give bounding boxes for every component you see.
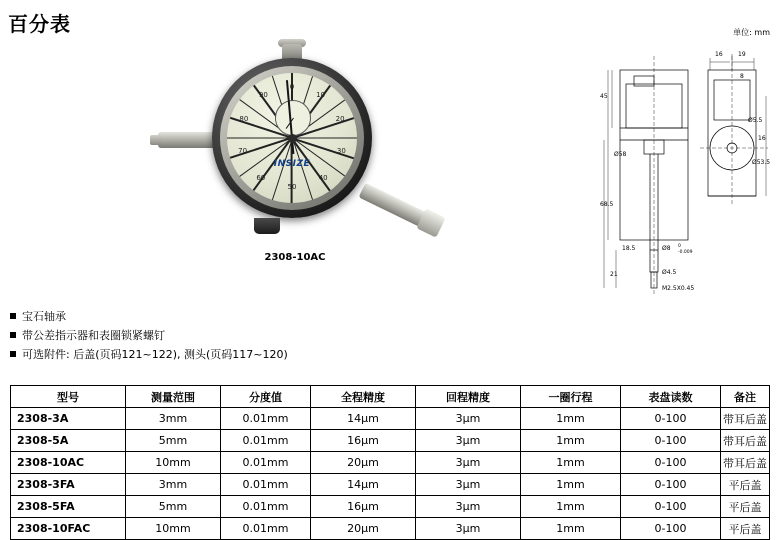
cell-range: 5mm	[126, 496, 221, 518]
cell-graduation: 0.01mm	[221, 518, 311, 540]
bullet-square-icon	[10, 313, 16, 319]
cell-graduation: 0.01mm	[221, 408, 311, 430]
cell-dial-reading: 0-100	[621, 474, 721, 496]
cell-one-rev: 1mm	[521, 496, 621, 518]
cell-remark: 带耳后盖	[721, 452, 770, 474]
col-header-model: 型号	[11, 386, 126, 408]
plunger-tip-left	[150, 135, 162, 145]
table-row	[11, 430, 770, 452]
cell-repeat-accuracy: 3μm	[416, 408, 521, 430]
cell-model: 2308-3FA	[11, 474, 126, 496]
gauge-housing	[212, 58, 372, 218]
table-row	[11, 452, 770, 474]
cell-repeat-accuracy: 3μm	[416, 430, 521, 452]
cell-total-accuracy: 16μm	[311, 430, 416, 452]
table-row	[11, 474, 770, 496]
dial-number: 50	[287, 183, 297, 192]
cell-one-rev: 1mm	[521, 518, 621, 540]
cell-remark: 带耳后盖	[721, 408, 770, 430]
plunger-stem-right	[358, 183, 428, 228]
dial-number: 80	[239, 114, 249, 123]
dial-number: 40	[318, 174, 328, 183]
brand-logo: INSIZE	[273, 158, 311, 169]
unit-note: 单位: mm	[733, 28, 770, 37]
dim-label: -0.009	[678, 250, 693, 255]
cell-total-accuracy: 14μm	[311, 408, 416, 430]
list-item	[10, 345, 288, 364]
feature-text: 可选附件: 后盖(页码121~122), 测头(页码117~120)	[22, 348, 288, 361]
cell-dial-reading: 0-100	[621, 518, 721, 540]
cell-repeat-accuracy: 3μm	[416, 496, 521, 518]
cell-total-accuracy: 14μm	[311, 474, 416, 496]
dim-label: Ø53.5	[752, 159, 771, 166]
revolution-counter-subdial	[275, 100, 311, 136]
dim-label: 0	[678, 244, 681, 249]
dim-label: 16	[758, 135, 766, 142]
dim-label: 21	[610, 271, 618, 278]
cell-one-rev: 1mm	[521, 474, 621, 496]
cell-dial-reading: 0-100	[621, 452, 721, 474]
cell-total-accuracy: 16μm	[311, 496, 416, 518]
cell-remark: 平后盖	[721, 518, 770, 540]
cell-repeat-accuracy: 3μm	[416, 474, 521, 496]
cell-range: 10mm	[126, 518, 221, 540]
plunger-stem-left	[158, 132, 220, 148]
cell-model: 2308-10AC	[11, 452, 126, 474]
dim-label: 68.5	[600, 201, 614, 208]
feature-text: 带公差指示器和表圈锁紧螺钉	[22, 329, 165, 342]
cell-dial-reading: 0-100	[621, 430, 721, 452]
cell-repeat-accuracy: 3μm	[416, 452, 521, 474]
cell-remark: 带耳后盖	[721, 430, 770, 452]
cell-one-rev: 1mm	[521, 408, 621, 430]
cell-graduation: 0.01mm	[221, 430, 311, 452]
col-header-range: 测量范围	[126, 386, 221, 408]
cell-remark: 平后盖	[721, 496, 770, 518]
cell-graduation: 0.01mm	[221, 474, 311, 496]
cell-graduation: 0.01mm	[221, 452, 311, 474]
cell-total-accuracy: 20μm	[311, 452, 416, 474]
table-row	[11, 518, 770, 540]
dial-number: 70	[238, 147, 248, 155]
dim-label: Ø58	[614, 151, 627, 158]
dim-label: 19	[738, 51, 746, 58]
col-header-remark: 备注	[721, 386, 770, 408]
list-item	[10, 326, 288, 345]
photo-caption: 2308-10AC	[264, 252, 326, 263]
list-item	[10, 307, 288, 326]
cell-repeat-accuracy: 3μm	[416, 518, 521, 540]
col-header-one-rev: 一圈行程	[521, 386, 621, 408]
dial-number: 0	[289, 83, 295, 92]
dim-label: 18.5	[622, 245, 636, 252]
cell-range: 3mm	[126, 474, 221, 496]
table-row	[11, 408, 770, 430]
cell-range: 10mm	[126, 452, 221, 474]
dial-number: 20	[335, 114, 345, 123]
dim-label: Ø8	[662, 245, 671, 252]
dim-label: 45	[600, 93, 608, 100]
cell-total-accuracy: 20μm	[311, 518, 416, 540]
cell-dial-reading: 0-100	[621, 496, 721, 518]
bullet-square-icon	[10, 332, 16, 338]
cell-dial-reading: 0-100	[621, 408, 721, 430]
cell-graduation: 0.01mm	[221, 496, 311, 518]
cell-range: 5mm	[126, 430, 221, 452]
dim-label: M2.5X0.45	[662, 285, 695, 292]
mounting-lug	[254, 218, 280, 234]
bullet-square-icon	[10, 351, 16, 357]
dim-label: Ø4.5	[662, 269, 677, 276]
feature-list	[10, 307, 288, 364]
dial-number: 60	[256, 174, 266, 183]
spec-table	[10, 385, 770, 540]
technical-drawing	[600, 36, 775, 296]
product-photo	[150, 36, 440, 266]
col-header-graduation: 分度值	[221, 386, 311, 408]
cell-model: 2308-5FA	[11, 496, 126, 518]
page-title: 百分表	[8, 12, 71, 36]
cell-remark: 平后盖	[721, 474, 770, 496]
cell-model: 2308-5A	[11, 430, 126, 452]
cell-model: 2308-10FAC	[11, 518, 126, 540]
dim-label: 8	[740, 73, 744, 80]
cell-one-rev: 1mm	[521, 452, 621, 474]
col-header-repeat-accuracy: 回程精度	[416, 386, 521, 408]
dim-label: Ø5.5	[748, 117, 763, 124]
table-row	[11, 496, 770, 518]
dim-label: 16	[715, 51, 723, 58]
dial-number: 30	[336, 147, 346, 155]
feature-text: 宝石轴承	[22, 310, 66, 323]
gauge-bezel	[220, 66, 364, 210]
gauge-dial-face	[227, 73, 357, 203]
dial-number: 10	[316, 91, 326, 100]
dial-number: 90	[258, 91, 268, 100]
cell-one-rev: 1mm	[521, 430, 621, 452]
cell-model: 2308-3A	[11, 408, 126, 430]
spec-table-wrap	[10, 385, 770, 540]
col-header-dial-reading: 表盘读数	[621, 386, 721, 408]
cell-range: 3mm	[126, 408, 221, 430]
table-header-row	[11, 386, 770, 408]
hand-hub	[288, 134, 297, 143]
col-header-total-accuracy: 全程精度	[311, 386, 416, 408]
